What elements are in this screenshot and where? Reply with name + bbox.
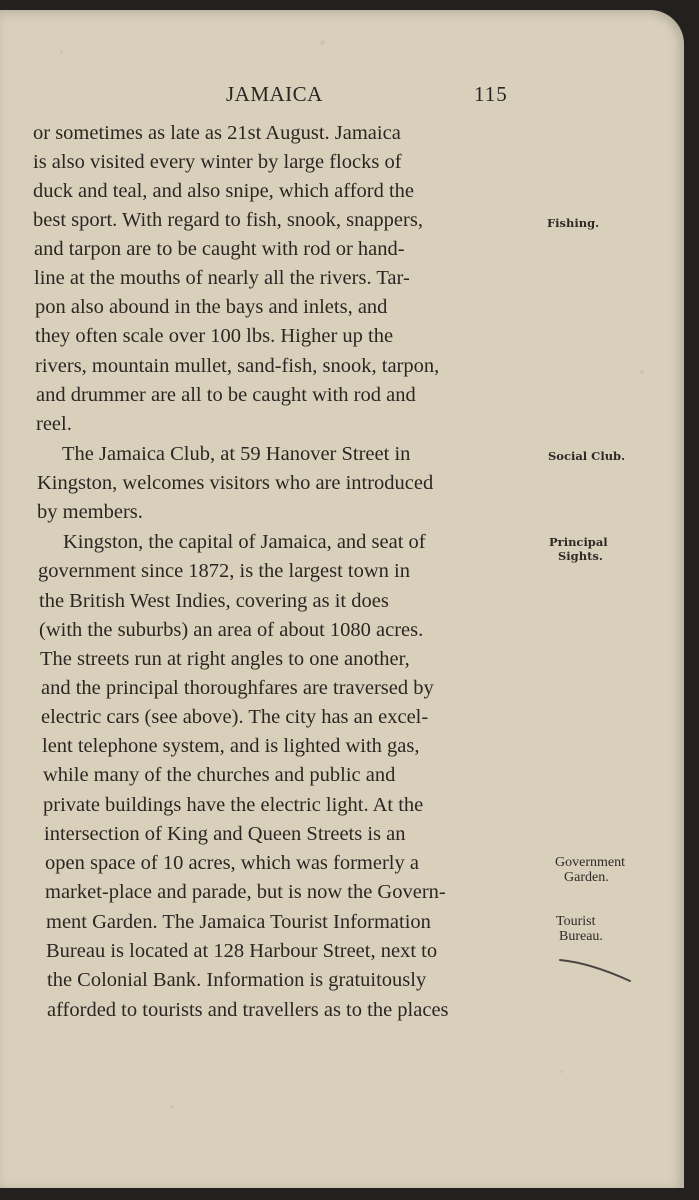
text-line: electric cars (see above). The city has an excel- bbox=[41, 706, 429, 728]
margin-note-text: Bureau. bbox=[559, 929, 603, 944]
text-line: rivers, mountain mullet, sand-fish, snook, tarpon, bbox=[35, 355, 440, 377]
text-line: lent telephone system, and is lighted with gas, bbox=[42, 735, 420, 757]
margin-note-text: Government bbox=[555, 855, 625, 870]
text-line: duck and teal, and also snipe, which afford the bbox=[33, 180, 415, 202]
text-line: the Colonial Bank. Information is gratuitously bbox=[47, 969, 427, 991]
text-line: Kingston, welcomes visitors who are introduced bbox=[37, 472, 434, 494]
margin-note-tourist-bureau bbox=[556, 914, 603, 944]
text-line: intersection of King and Queen Streets is an bbox=[44, 823, 406, 845]
text-line: by members. bbox=[37, 501, 143, 523]
text-line: ment Garden. The Jamaica Tourist Information bbox=[46, 911, 431, 933]
text-line: afforded to tourists and travellers as to the places bbox=[47, 999, 449, 1021]
text-line: private buildings have the electric light. At the bbox=[43, 794, 424, 816]
margin-note-fishing bbox=[547, 216, 599, 230]
text-line: The streets run at right angles to one another, bbox=[40, 648, 410, 670]
running-head-title: JAMAICA bbox=[226, 82, 323, 106]
text-line: they often scale over 100 lbs. Higher up the bbox=[35, 325, 394, 347]
paper-speck bbox=[60, 50, 63, 53]
paper-speck bbox=[170, 1105, 174, 1109]
margin-note-text: Garden. bbox=[564, 870, 609, 885]
margin-note-text: Tourist bbox=[556, 914, 596, 929]
text-line: and tarpon are to be caught with rod or hand- bbox=[34, 238, 405, 260]
text-line: government since 1872, is the largest town in bbox=[38, 560, 410, 582]
margin-note-government-garden bbox=[555, 855, 625, 885]
margin-note-social-club bbox=[548, 449, 625, 463]
text-line: and the principal thoroughfares are traversed by bbox=[41, 677, 434, 699]
paper-speck bbox=[640, 370, 644, 374]
text-line: or sometimes as late as 21st August. Jamaica bbox=[33, 122, 401, 144]
text-line: open space of 10 acres, which was formerly a bbox=[45, 852, 419, 874]
paper-speck bbox=[560, 1070, 563, 1073]
text-line: market-place and parade, but is now the Govern- bbox=[45, 881, 446, 903]
text-line: while many of the churches and public and bbox=[43, 764, 396, 786]
text-line: (with the suburbs) an area of about 1080 acres. bbox=[39, 619, 424, 641]
text-line: reel. bbox=[36, 413, 72, 435]
text-line: The Jamaica Club, at 59 Hanover Street in bbox=[62, 443, 411, 465]
text-line: is also visited every winter by large flocks of bbox=[33, 151, 402, 173]
text-line: Kingston, the capital of Jamaica, and seat of bbox=[63, 531, 426, 553]
paper-speck bbox=[320, 40, 325, 45]
text-line: the British West Indies, covering as it does bbox=[39, 590, 389, 612]
margin-note-text: Sights. bbox=[558, 549, 603, 563]
pencil-mark bbox=[556, 956, 636, 986]
text-line: pon also abound in the bays and inlets, and bbox=[35, 296, 388, 318]
text-line: and drummer are all to be caught with rod and bbox=[36, 384, 416, 406]
margin-note-text: Principal bbox=[549, 535, 608, 549]
page-number: 115 bbox=[474, 82, 508, 106]
text-line: line at the mouths of nearly all the rivers. Tar- bbox=[34, 267, 410, 289]
text-line: best sport. With regard to fish, snook, snappers, bbox=[33, 209, 423, 231]
margin-note-text: Social Club. bbox=[548, 449, 626, 463]
margin-note-text: Fishing. bbox=[547, 216, 600, 230]
margin-note-principal-sights bbox=[549, 535, 608, 563]
text-line: Bureau is located at 128 Harbour Street, next to bbox=[46, 940, 438, 962]
